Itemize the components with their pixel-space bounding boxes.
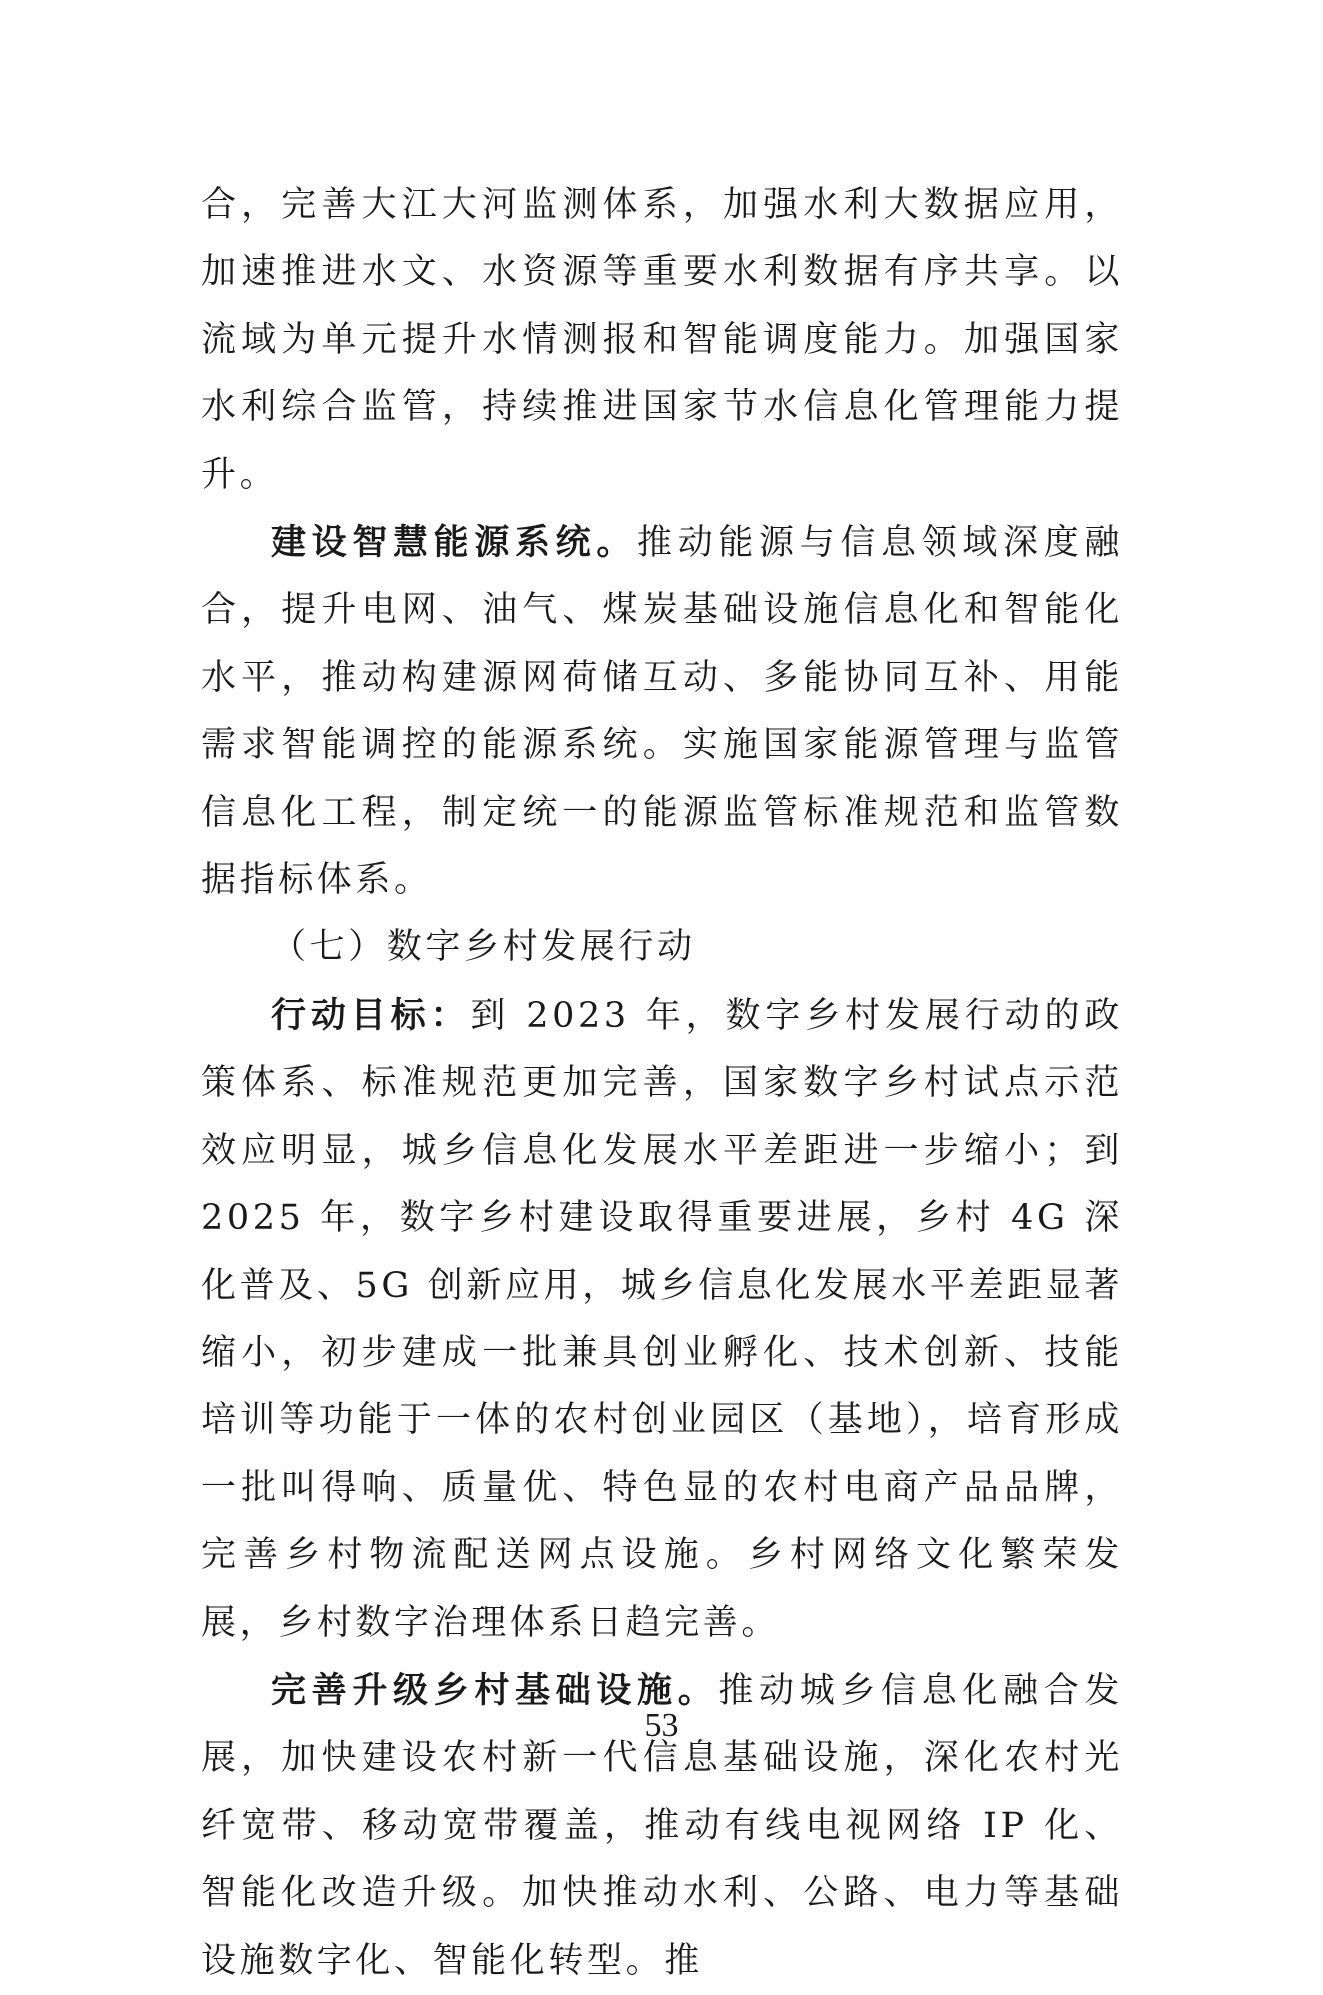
page-number: 53 (644, 1707, 679, 1744)
paragraph-text: 推动城乡信息化融合发展，加快建设农村新一代信息基础设施，深化农村光纤宽带、移动宽带覆盖，推动有线电视网络 IP 化、智能化改造升级。加快推动水利、公路、电力等基础设施数字化、智能化转型。推 (201, 1670, 1123, 1981)
paragraph-lead-heading: 建设智慧能源系统。 (271, 522, 638, 564)
paragraph-smart-energy (201, 509, 1123, 914)
paragraph-text: 推动能源与信息领域深度融合，提升电网、油气、煤炭基础设施信息化和智能化水平，推动构建源网荷储互动、多能协同互补、用能需求智能调控的能源系统。实施国家能源管理与监管信息化工程，制定统一的能源监管标准规范和监管数据指标体系。 (201, 523, 1123, 901)
paragraph-lead-heading: 行动目标： (271, 994, 471, 1036)
paragraph-text: 到 2023 年，数字乡村发展行动的政策体系、标准规范更加完善，国家数字乡村试点示范效应明显，城乡信息化发展水平差距进一步缩小；到 2025 年，数字乡村建设取得重要进展，乡村 4G 深化普及、5G 创新应用，城乡信息化发展水平差距显著缩小，初步建成一批兼具创业孵化、技术创新、技能培训等功能于一体的农村创业园区（基地），培育形成一批叫得响、质量优、特色显的农村电商产品品牌，完善乡村物流配送网点设施。乡村网络文化繁荣发展，乡村数字治理体系日趋完善。 (201, 995, 1123, 1643)
paragraph-action-goals (201, 982, 1123, 1657)
paragraph-water-conservancy-continued (201, 172, 1123, 509)
section-heading-digital-village: （七）数字乡村发展行动 (271, 927, 696, 968)
paragraph-lead-heading: 完善升级乡村基础设施。 (271, 1669, 719, 1711)
paragraph-text: 合，完善大江大河监测体系，加强水利大数据应用，加速推进水文、水资源等重要水利数据有序共享。以流域为单元提升水情测报和智能调度能力。加强国家水利综合监管，持续推进国家节水信息化管理能力提升。 (201, 185, 1123, 495)
